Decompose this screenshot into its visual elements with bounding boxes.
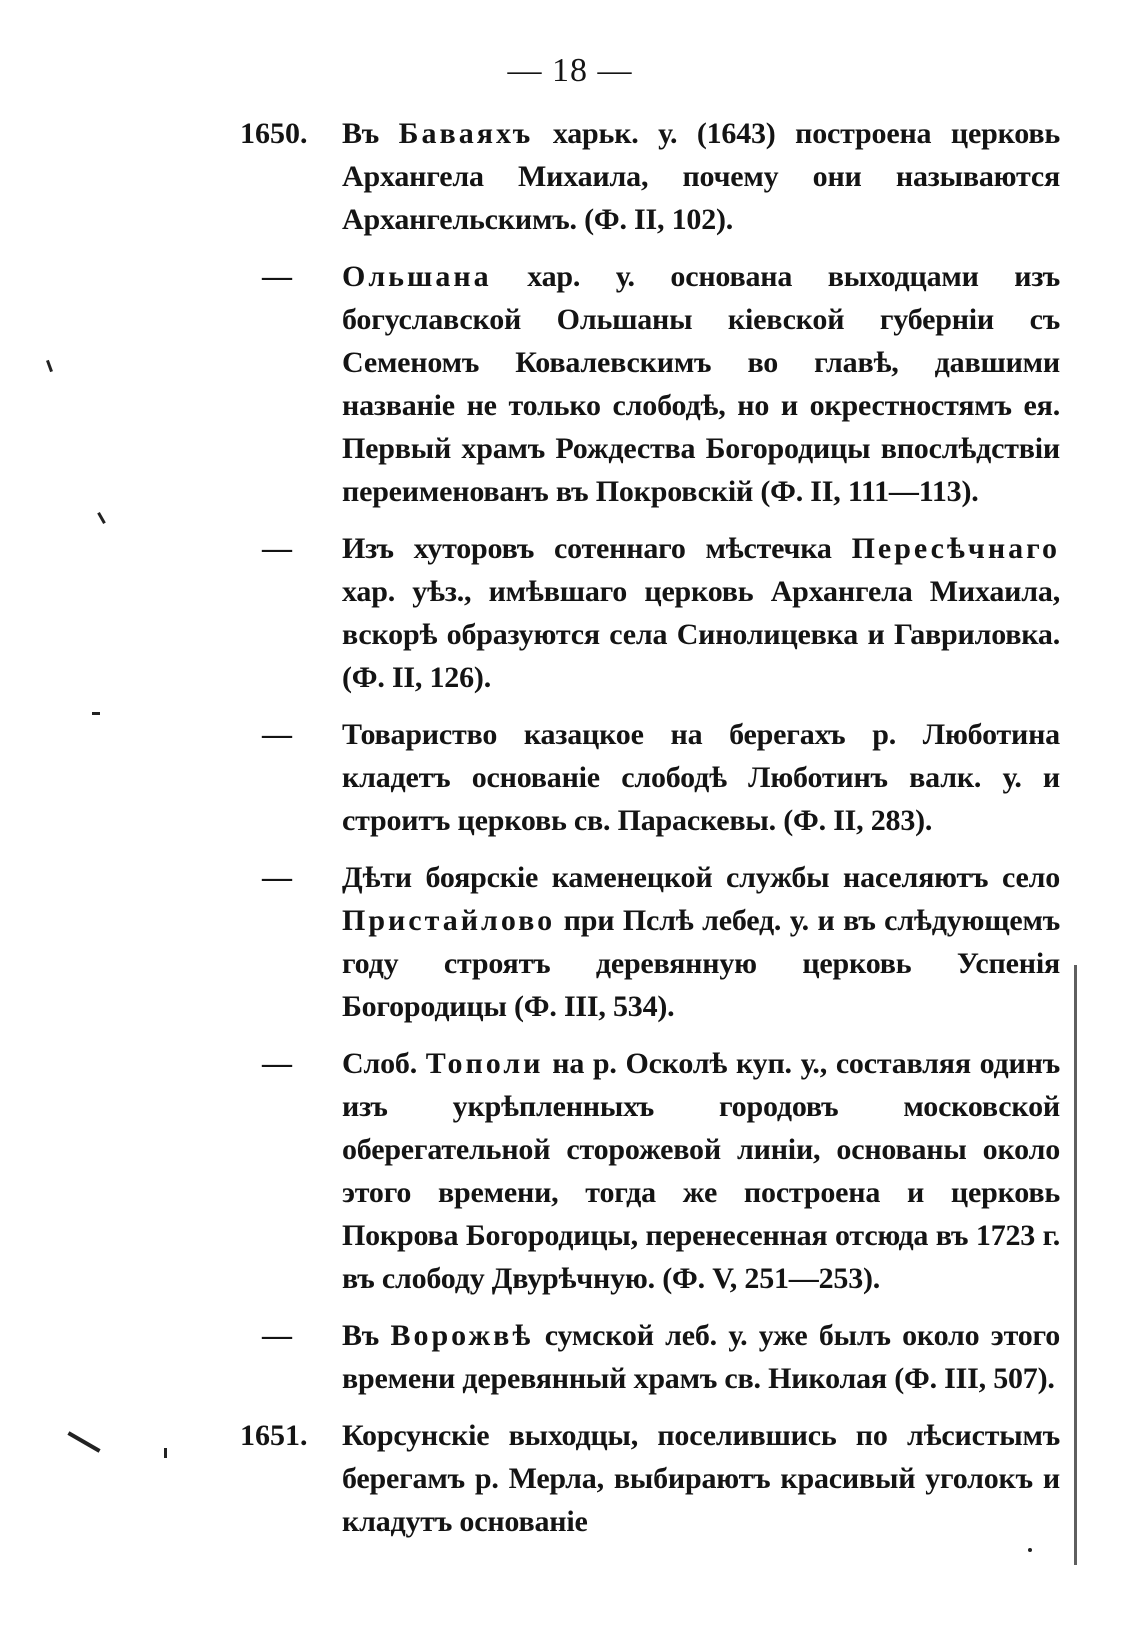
entry-text-lead: Въ bbox=[342, 117, 399, 150]
entry-text-lead: Въ bbox=[342, 1319, 391, 1352]
entry-dash: — bbox=[262, 532, 292, 565]
scan-speck bbox=[92, 712, 100, 715]
entry bbox=[240, 112, 1060, 241]
entry-text-body: Товариство казацкое на берегахъ р. Люботина кладетъ основаніе слободѣ Люботинъ валк. у. и строитъ церковь св. Параскевы. (Ф. II, 283). bbox=[342, 718, 1060, 837]
entry-dash: — bbox=[262, 718, 292, 751]
entry-place-name: Ольшана bbox=[342, 260, 492, 293]
entry-dash: — bbox=[262, 260, 292, 293]
entry bbox=[240, 1314, 1060, 1400]
scan-speck bbox=[164, 1448, 167, 1458]
entry-text-body: хар. у. основана выходцами изъ богуславской Ольшаны кіевской губерніи съ Семеномъ Ковалевскимъ во главѣ, давшими названіе не только слободѣ, но и окрестностямъ ея. Первый храмъ Рождества Богородицы впослѣдствіи переименованъ въ Покровскій (Ф. II, 111—113). bbox=[342, 260, 1060, 508]
entry-text bbox=[342, 527, 1060, 699]
scan-speck bbox=[67, 1431, 100, 1452]
entry-text bbox=[342, 1414, 1060, 1543]
entry-text-lead: Слоб. bbox=[342, 1047, 426, 1080]
scan-edge-line bbox=[1074, 965, 1077, 1565]
entry-year: 1651. bbox=[240, 1419, 308, 1452]
entry bbox=[240, 856, 1060, 1028]
entry-place-name: Ворожвѣ bbox=[390, 1319, 534, 1352]
entry-text-body: при Пслѣ лебед. у. и въ слѣдующемъ году строятъ деревянную церковь Успенія Богородицы (Ф. III, 534). bbox=[342, 904, 1060, 1023]
scan-speck bbox=[1028, 1548, 1032, 1552]
entry-text bbox=[342, 1042, 1060, 1300]
entry-text-body: хар. уѣз., имѣвшаго церковь Архангела Михаила, вскорѣ образуются села Синолицевка и Гавриловка. (Ф. II, 126). bbox=[342, 575, 1060, 694]
entry-place-name: Пристайлово bbox=[342, 904, 556, 937]
entry-text bbox=[342, 112, 1060, 241]
scan-speck bbox=[46, 360, 53, 372]
entry-text-body: сумской леб. у. уже былъ около этого времени деревянный храмъ св. Николая (Ф. III, 507). bbox=[342, 1319, 1060, 1395]
entry-text bbox=[342, 255, 1060, 513]
entry bbox=[240, 713, 1060, 842]
entry-text bbox=[342, 1314, 1060, 1400]
entry-place-name: Пересѣчнаго bbox=[851, 532, 1060, 565]
entry-place-name: Тополи bbox=[425, 1047, 544, 1080]
scan-speck bbox=[97, 512, 106, 524]
entry bbox=[240, 527, 1060, 699]
entry-text-body: Корсунскіе выходцы, поселившись по лѣсистымъ берегамъ р. Мерла, выбираютъ красивый уголокъ и кладутъ основаніе bbox=[342, 1419, 1060, 1538]
entry-year: 1650. bbox=[240, 117, 308, 150]
entry-text-lead: Дѣти боярскіе каменецкой службы населяютъ село bbox=[342, 861, 1060, 894]
entry bbox=[240, 255, 1060, 513]
entry-text bbox=[342, 856, 1060, 1028]
entry-text-body: харьк. у. (1643) построена церковь Архангела Михаила, почему они называются Архангельскимъ. (Ф. II, 102). bbox=[342, 117, 1060, 236]
entry-text-lead: Изъ хуторовъ сотеннаго мѣстечка bbox=[342, 532, 852, 565]
entry-dash: — bbox=[262, 1319, 292, 1352]
entry-place-name: Баваяхъ bbox=[398, 117, 534, 150]
chronicle-entries bbox=[240, 112, 1060, 1557]
entry-text bbox=[342, 713, 1060, 842]
entry-dash: — bbox=[262, 1047, 292, 1080]
entry-text-body: на р. Осколѣ куп. у., составляя одинъ изъ укрѣпленныхъ городовъ московской оберегательной сторожевой линіи, основаны около этого времени, тогда же построена и церковь Покрова Богородицы, перенесенная отсюда въ 1723 г. въ слободу Двурѣчную. (Ф. V, 251—253). bbox=[342, 1047, 1060, 1295]
entry bbox=[240, 1414, 1060, 1543]
entry-dash: — bbox=[262, 861, 292, 894]
entry bbox=[240, 1042, 1060, 1300]
page-number: — 18 — bbox=[507, 52, 633, 89]
